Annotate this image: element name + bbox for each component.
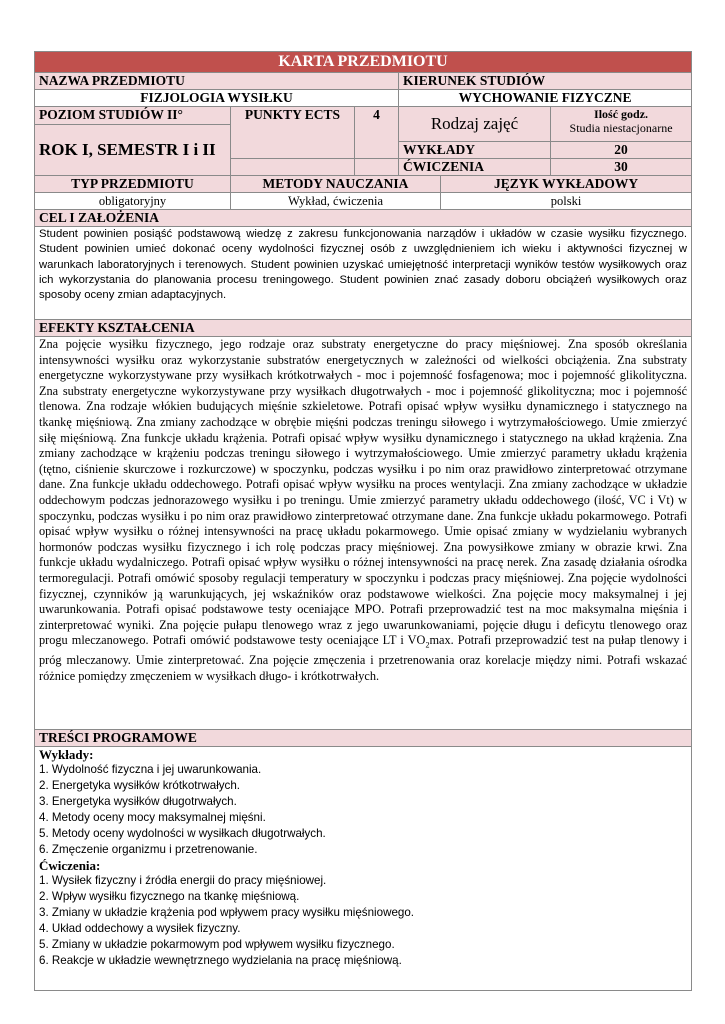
label-poziom-studiow: POZIOM STUDIÓW II°: [35, 107, 231, 125]
label-cwiczenia: ĆWICZENIA: [399, 159, 551, 176]
efekty-subscript: 2: [425, 640, 430, 650]
list-item: 6. Reakcje w układzie wewnętrznego wydzielania na pracę mięśniową.: [39, 954, 402, 967]
label-wyklady: WYKŁADY: [399, 142, 551, 159]
ilosc-godz-header: [551, 107, 692, 142]
list-item: 6. Zmęczenie organizmu i przetrenowanie.: [39, 843, 258, 856]
value-wyklady-godz: 20: [551, 142, 692, 159]
value-punkty-ects: 4: [355, 107, 399, 159]
heading-tresci-programowe: TREŚCI PROGRAMOWE: [35, 730, 692, 747]
list-item: 4. Układ oddechowy a wysiłek fizyczny.: [39, 922, 241, 935]
heading-cel-i-zalozenia: CEL I ZAŁOŻENIA: [35, 210, 692, 227]
label-nazwa-przedmiotu: NAZWA PRZEDMIOTU: [35, 73, 399, 90]
wyklady-list: [39, 762, 687, 858]
card-title: KARTA PRZEDMIOTU: [35, 52, 692, 73]
label-punkty-ects: PUNKTY ECTS: [231, 107, 355, 159]
label-rok-semestr: ROK I, SEMESTR I i II: [35, 125, 231, 176]
list-item: 3. Energetyka wysiłków długotrwałych.: [39, 795, 237, 808]
label-rodzaj-zajec: Rodzaj zajęć: [399, 107, 551, 142]
label-typ-przedmiotu: TYP PRZEDMIOTU: [35, 176, 231, 193]
list-item: 5. Metody oceny wydolności w wysiłkach długotrwałych.: [39, 827, 326, 840]
course-card: [34, 51, 691, 991]
cwiczenia-list: [39, 873, 687, 969]
list-item: 3. Zmiany w układzie krążenia pod wpływem pracy wysiłku mięśniowego.: [39, 906, 415, 919]
list-item: 4. Metody oceny mocy maksymalnej mięśni.: [39, 811, 266, 824]
cwiczenia-subheading: Ćwiczenia:: [39, 858, 101, 873]
list-item: 5. Zmiany w układzie pokarmowym pod wpływem wysiłku fizycznego.: [39, 938, 395, 951]
text-cel-i-zalozenia: Student powinien posiąść podstawową wiedzę z zakresu funkcjonowania narządów i układów w czasie wysiłku fizycznego. Student powinien umieć dokonać oceny wydolności fizycznej osób z uwzględnieniem ich wieku i aktywności fizycznej w warunkach laboratoryjnych i terenowych. Student powinien uzyskać umiejętność interpretacji wyników testów wysiłkowych oraz ich wykorzystania do planowania procesu treningowego. Student powinien znać zasady doboru obciążeń wysiłkowych oraz sposoby oceny zmian adaptacyjnych.: [35, 227, 692, 320]
tresci-programowe-content: [35, 747, 692, 991]
value-cwiczenia-godz: 30: [551, 159, 692, 176]
label-kierunek-studiow: KIERUNEK STUDIÓW: [399, 73, 692, 90]
list-item: 1. Wysiłek fizyczny i źródła energii do pracy mięśniowej.: [39, 874, 327, 887]
list-item: 1. Wydolność fizyczna i jej uwarunkowania.: [39, 763, 262, 776]
list-item: 2. Energetyka wysiłków krótkotrwałych.: [39, 779, 241, 792]
heading-efekty-ksztalcenia: EFEKTY KSZTAŁCENIA: [35, 320, 692, 337]
label-metody-nauczania: METODY NAUCZANIA: [231, 176, 441, 193]
value-kierunek-studiow: WYCHOWANIE FIZYCZNE: [399, 90, 692, 107]
list-item: 2. Wpływ wysiłku fizycznego na tkankę mięśniową.: [39, 890, 300, 903]
efekty-text-part-1: Zna pojęcie wysiłku fizycznego, jego rodzaje oraz substraty energetyczne do pracy mięśniowej. Zna sposób określania intensywności wysiłku oraz wykorzystanie substratów energetycznych w zależności od wielkości obciążenia. Zna substraty energetyczne wykorzystywane przy wysiłkach krótkotrwałych - moc i pojemność fosfagenowa; moc i pojemność glikolityczna. Zna substraty energetyczne wykorzystywane przy wysiłkach długotrwałych - moc i pojemność glikolityczna; moc i pojemność tlenowa. Zna rodzaje włókien budujących mięśnie szkieletowe. Potrafi opisać wpływ wysiłku dynamicznego i statycznego na tkankę mięśniową. Zna zmiany zachodzące w obrębie mięśni podczas treningu siłowego i wytrzymałościowego. Umie zmierzyć siłę mięśniową. Zna funkcje układu krążenia. Potrafi opisać wpływ wysiłku dynamicznego i statycznego na układ krążenia. Zna zmiany zachodzące w krążeniu podczas treningu siłowego i wytrzymałościowego. Umie zmierzyć parametry układu krążenia (tętno, ciśnienie skurczowe i rozkurczowe) w spoczynku, podczas wysiłku i po nim oraz prawidłowo zinterpretować otrzymane dane. Zna funkcje układu oddechowego. Potrafi opisać wpływ wysiłku na proces wentylacji. Zna zmiany zachodzące w układzie oddechowym podczas jednorazowego wysiłku i po treningu. Umie zmierzyć parametry układu oddechowego (ilość, VC i Vt) w spoczynku, podczas wysiłku i po nim oraz prawidłowo zinterpretować otrzymane dane. Zna funkcje układu pokarmowego. Potrafi opisać wpływ wysiłku o różnej intensywności na pracę układu pokarmowego. Umie opisać zmiany w wydzielaniu wybranych hormonów podczas wysiłku fizycznego i ich rolę podczas pracy mięśniowej. Zna powysiłkowe zmiany w obrazie krwi. Zna funkcje układu wydalniczego. Potrafi opisać wpływ wysiłku o różnej intensywności na pracę nerek. Zna zasadę działania ośrodka termoregulacji. Potrafi omówić sposoby regulacji temperatury w spoczynku i podczas pracy mięśniowej. Zna pojęcie wydolności fizycznej, czynników ją warunkujących, jej wskaźników oraz podstawowe wielkości. Zna pojęcie mocy maksymalnej i jej uwarunkowania. Potrafi opisać podstawowe testy oceniające MPO. Potrafi przeprowadzić test na moc maksymalna mięśnia i zinterpretować wyniki. Zna pojęcie pułapu tlenowego wraz z jego uwarunkowaniami, pojęcie długu i deficytu tlenowego oraz progu mleczanowego. Potrafi omówić podstawowe testy oceniające LT i VO: [39, 337, 688, 648]
label-studia-niestacjonarne: Studia niestacjonarne: [569, 121, 673, 135]
course-card-table: [34, 51, 692, 991]
value-nazwa-przedmiotu: FIZJOLOGIA WYSIŁKU: [35, 90, 399, 107]
wyklady-subheading: Wykłady:: [39, 747, 94, 762]
blank-cell-ects-value: [355, 159, 399, 176]
text-efekty-ksztalcenia: [35, 337, 692, 730]
value-jezyk-wykladowy: polski: [441, 193, 692, 210]
blank-cell-ects: [231, 159, 355, 176]
label-jezyk-wykladowy: JĘZYK WYKŁADOWY: [441, 176, 692, 193]
label-ilosc-godz: Ilość godz.: [594, 107, 649, 121]
efekty-text-part-2: max. Potrafi przeprowadzić test na pułap tlenowy i próg mleczanowy. Umie zinterpretować. Zna pojęcie zmęczenia i przetrenowania oraz korelacje między nimi. Potrafi wskazać różnice pomiędzy zmęczeniem w wysiłkach długo- i krótkotrwałych.: [39, 633, 688, 683]
value-typ-przedmiotu: obligatoryjny: [35, 193, 231, 210]
value-metody-nauczania: Wykład, ćwiczenia: [231, 193, 441, 210]
